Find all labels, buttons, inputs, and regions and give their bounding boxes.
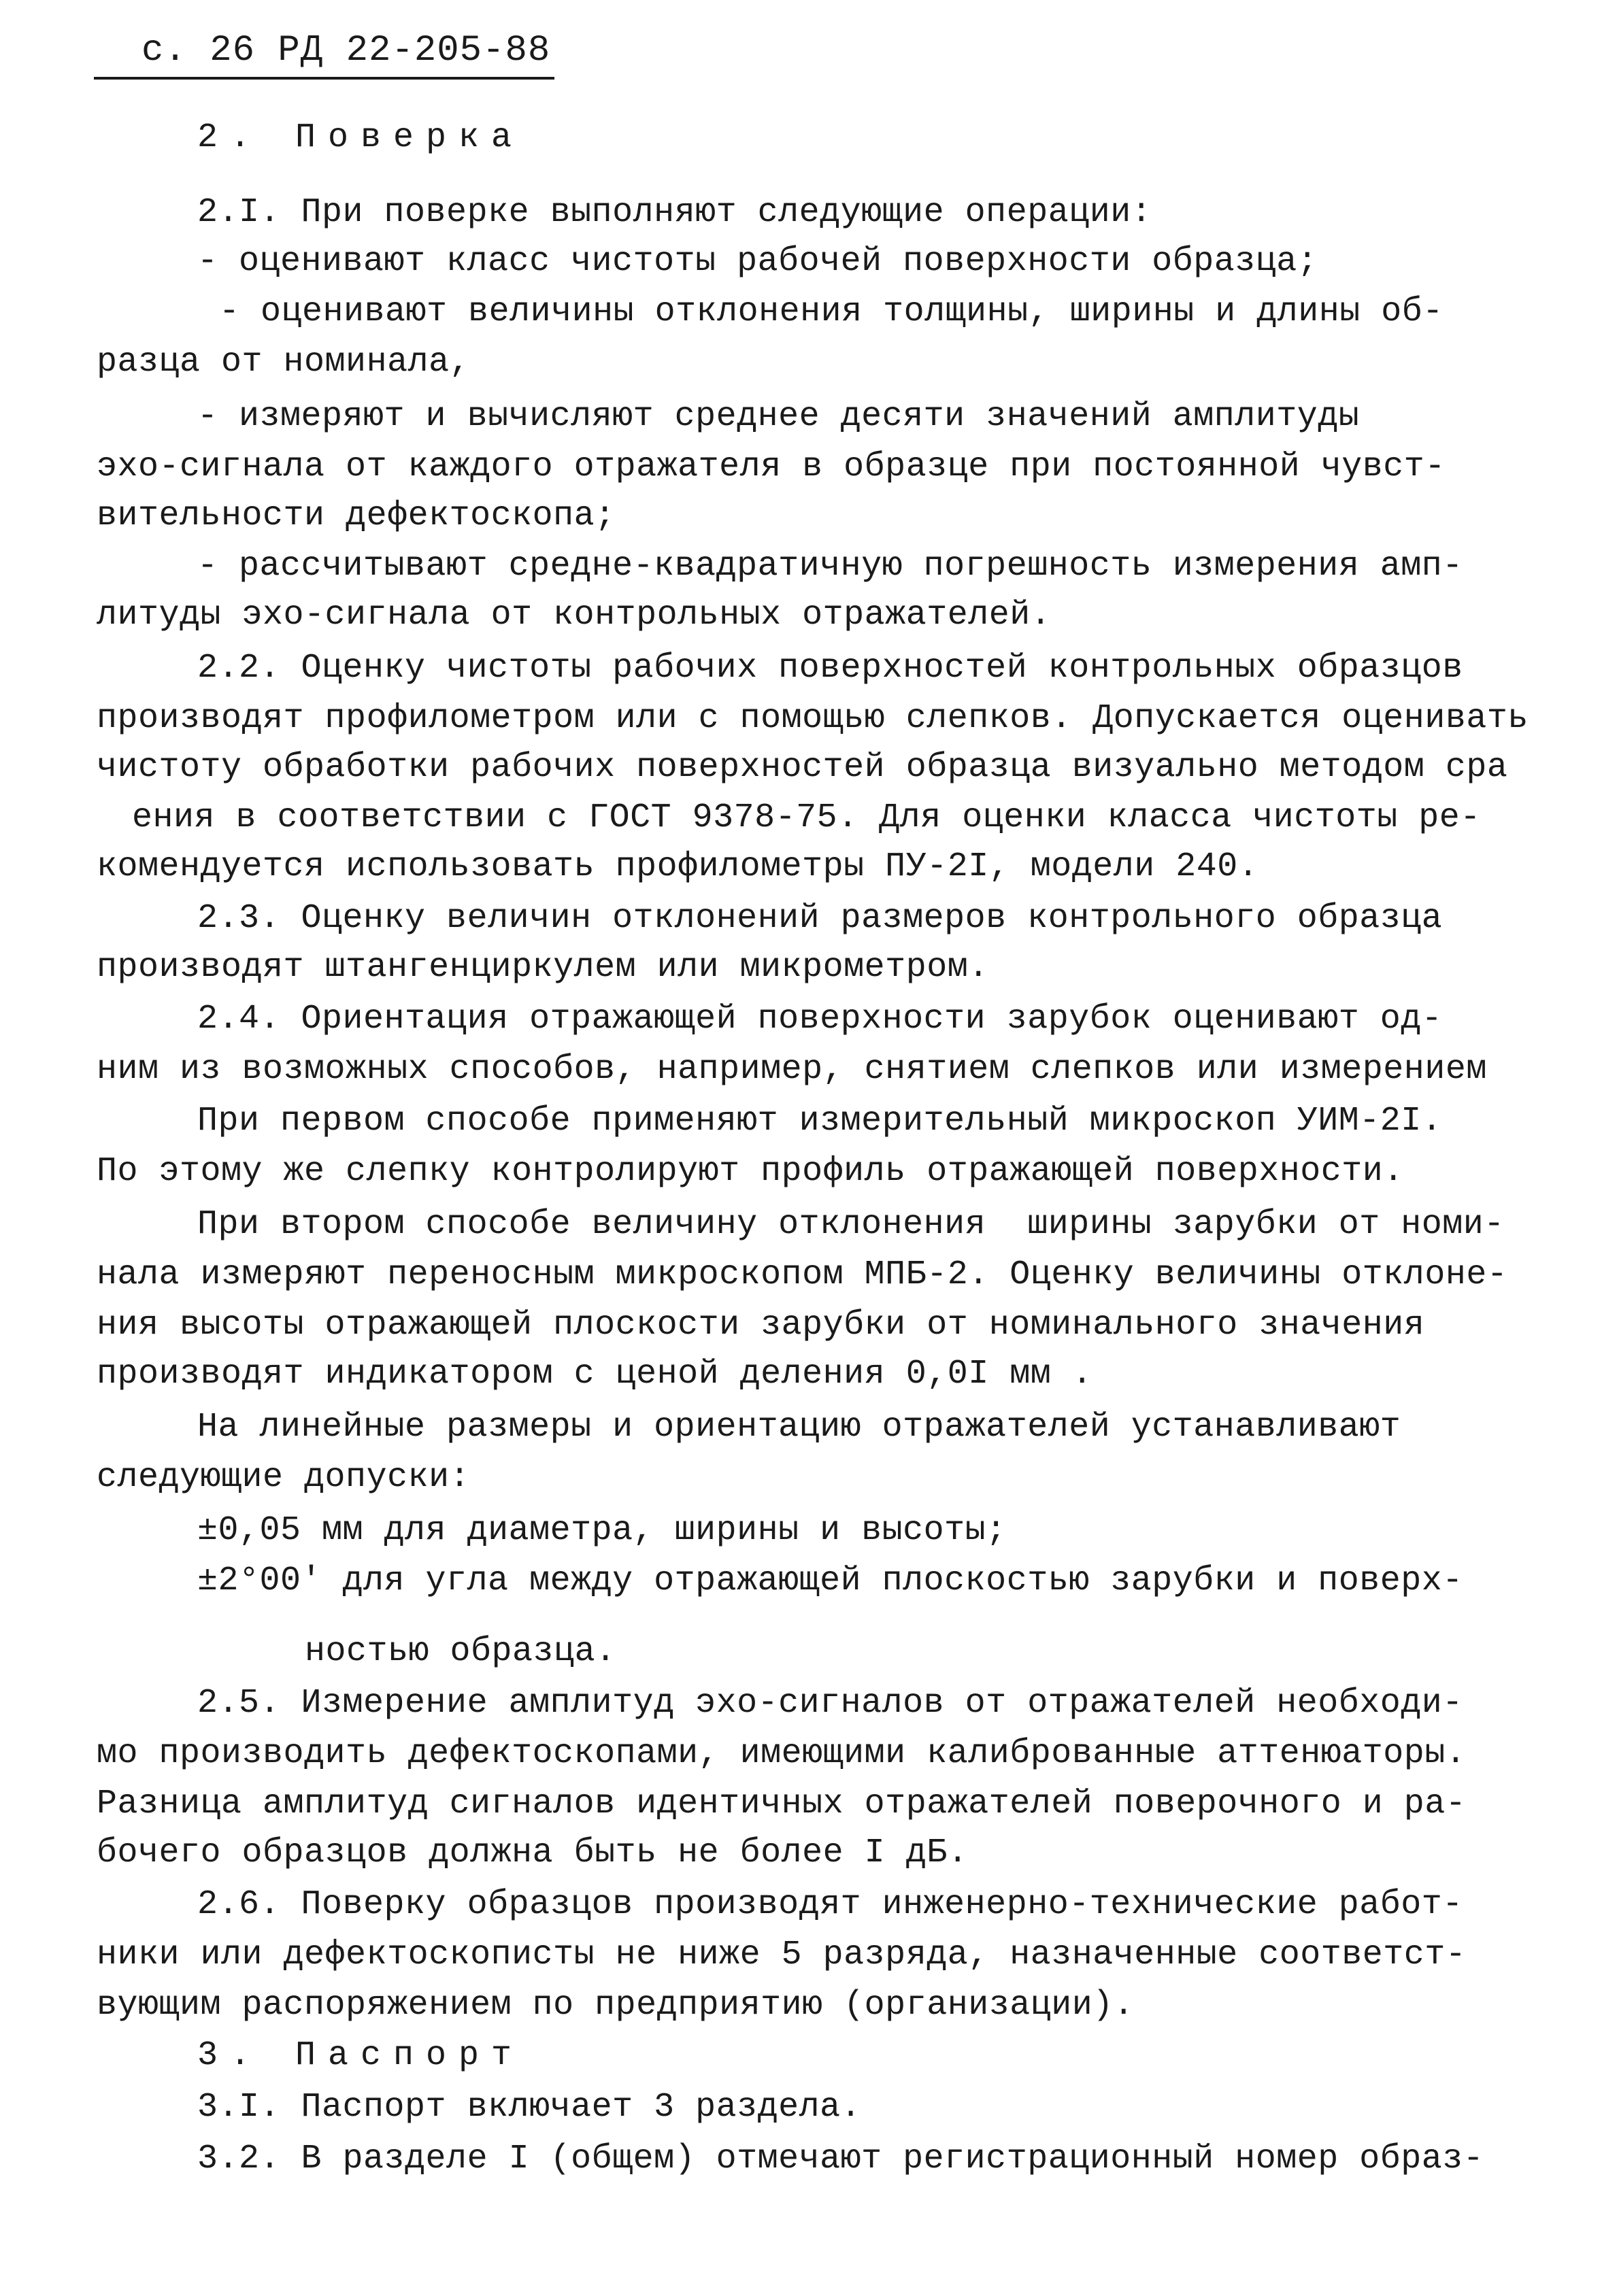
page-header: с. 26 РД 22-205-88	[94, 30, 554, 80]
text-line: следующие допуски:	[97, 1458, 471, 1497]
text-line: 2.6. Поверку образцов производят инженерно-технические работ-	[197, 1885, 1463, 1924]
text-line: ники или дефектоскописты не ниже 5 разряда, назначенные соответст-	[97, 1936, 1467, 1974]
text-line: 3.I. Паспорт включает 3 раздела.	[197, 2088, 862, 2127]
text-line: нала измеряют переносным микроскопом МПБ-2. Оценку величины отклоне-	[97, 1255, 1508, 1294]
text-line: производят штангенциркулем или микрометром.	[97, 948, 989, 987]
text-line: При втором способе величину отклонения ширины зарубки от номи-	[197, 1205, 1505, 1244]
text-line: вительности дефектоскопа;	[97, 496, 616, 535]
text-line: - измеряют и вычисляют среднее десяти значений амплитуды	[197, 397, 1360, 436]
text-line: - рассчитывают средне-квадратичную погрешность измерения амп-	[197, 547, 1463, 586]
text-line: литуды эхо-сигнала от контрольных отражателей.	[97, 596, 1052, 635]
text-line: производят профилометром или с помощью слепков. Допускается оценивать	[97, 699, 1529, 738]
text-line: чистоту обработки рабочих поверхностей образца визуально методом сра	[97, 748, 1508, 787]
text-line: ения в соответствии с ГОСТ 9378-75. Для оценки класса чистоты ре-	[132, 798, 1481, 837]
text-line: ±2°00' для угла между отражающей плоскостью зарубки и поверх-	[197, 1561, 1463, 1600]
text-line: ния высоты отражающей плоскости зарубки от номинального значения	[97, 1306, 1425, 1345]
text-line: ±0,05 мм для диаметра, ширины и высоты;	[197, 1511, 1007, 1550]
text-line: эхо-сигнала от каждого отражателя в образце при постоянной чувст-	[97, 448, 1446, 486]
text-line: 3.2. В разделе I (общем) отмечают регистрационный номер образ-	[197, 2140, 1484, 2178]
text-line: По этому же слепку контролируют профиль отражающей поверхности.	[97, 1152, 1404, 1191]
section-heading-passport: 3. Паспорт	[197, 2036, 524, 2075]
text-line: Разница амплитуд сигналов идентичных отражателей поверочного и ра-	[97, 1785, 1467, 1823]
text-line: 2.I. При поверке выполняют следующие операции:	[197, 193, 1152, 232]
text-line: 2.5. Измерение амплитуд эхо-сигналов от отражателей необходи-	[197, 1684, 1463, 1723]
section-heading-verification: 2. Поверка	[197, 118, 524, 157]
text-line: производят индикатором с ценой деления 0,0I мм .	[97, 1355, 1093, 1394]
text-line: 2.4. Ориентация отражающей поверхности зарубок оценивают од-	[197, 1000, 1443, 1039]
text-line: мо производить дефектоскопами, имеющими калиброванные аттенюаторы.	[97, 1734, 1467, 1773]
text-line: комендуется использовать профилометры ПУ-2I, модели 240.	[97, 847, 1259, 886]
text-line: разца от номинала,	[97, 343, 471, 382]
text-line: 2.2. Оценку чистоты рабочих поверхностей контрольных образцов	[197, 649, 1463, 688]
text-line: При первом способе применяют измерительный микроскоп УИМ-2I.	[197, 1102, 1443, 1141]
text-line: вующим распоряжением по предприятию (организации).	[97, 1986, 1135, 2025]
text-line: - оценивают величины отклонения толщины, ширины и длины об-	[219, 292, 1443, 331]
text-line: ностью образца.	[305, 1632, 616, 1671]
text-line: - оценивают класс чистоты рабочей поверхности образца;	[197, 242, 1318, 281]
text-line: бочего образцов должна быть не более I дБ.	[97, 1834, 969, 1872]
text-line: 2.3. Оценку величин отклонений размеров контрольного образца	[197, 899, 1443, 938]
text-line: На линейные размеры и ориентацию отражателей устанавливают	[197, 1408, 1401, 1447]
text-line: ним из возможных способов, например, снятием слепков или измерением	[97, 1050, 1487, 1089]
